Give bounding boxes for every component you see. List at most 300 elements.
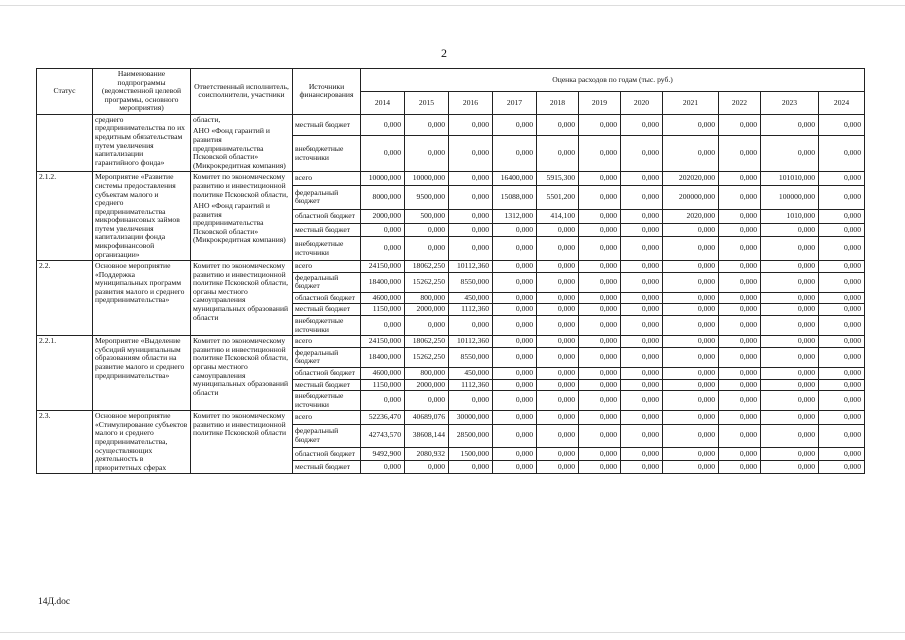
- value-2015: 800,000: [405, 367, 449, 379]
- table-row: [37, 261, 865, 273]
- value-2014: 0,000: [361, 114, 405, 135]
- value-2023: 0,000: [761, 367, 819, 379]
- row-activity-name: Мероприятие «Выделение субсидий муниципальным образованиям области на развитие малого и среднего предпринимательства»: [93, 336, 191, 411]
- value-2021: 0,000: [663, 114, 719, 135]
- header-year-2022: 2022: [719, 91, 761, 114]
- value-2017: 0,000: [493, 424, 537, 447]
- value-2016: 28500,000: [449, 424, 493, 447]
- row-executor: [191, 172, 293, 261]
- row-status: [37, 114, 93, 171]
- value-2017: 0,000: [493, 447, 537, 460]
- value-2022: 0,000: [719, 172, 761, 186]
- value-2020: 0,000: [621, 172, 663, 186]
- table-row: [37, 172, 865, 186]
- value-2014: 2000,000: [361, 209, 405, 223]
- value-2022: 0,000: [719, 272, 761, 292]
- value-2015: 0,000: [405, 135, 449, 172]
- executor-line: АНО «Фонд гарантий и развития предпринимательства Псковской области» (Микрокредитная компания): [193, 126, 286, 170]
- value-2015: 800,000: [405, 292, 449, 304]
- value-2017: 0,000: [493, 336, 537, 348]
- value-2024: 0,000: [819, 391, 865, 411]
- value-2024: 0,000: [819, 447, 865, 460]
- value-2023: 0,000: [761, 460, 819, 473]
- row-funding-source: областной бюджет: [293, 367, 361, 379]
- value-2024: 0,000: [819, 460, 865, 473]
- value-2017: 0,000: [493, 379, 537, 391]
- value-2017: 0,000: [493, 272, 537, 292]
- value-2018: 0,000: [537, 424, 579, 447]
- value-2014: 0,000: [361, 237, 405, 261]
- row-funding-source: местный бюджет: [293, 223, 361, 237]
- value-2021: 0,000: [663, 447, 719, 460]
- table-row: [37, 336, 865, 348]
- value-2017: 0,000: [493, 391, 537, 411]
- value-2022: 0,000: [719, 424, 761, 447]
- value-2021: 202020,000: [663, 172, 719, 186]
- value-2024: 0,000: [819, 209, 865, 223]
- row-funding-source: местный бюджет: [293, 379, 361, 391]
- value-2019: 0,000: [579, 336, 621, 348]
- value-2018: 0,000: [537, 379, 579, 391]
- value-2022: 0,000: [719, 135, 761, 172]
- header-year-2024: 2024: [819, 91, 865, 114]
- value-2023: 0,000: [761, 304, 819, 316]
- value-2024: 0,000: [819, 367, 865, 379]
- value-2014: 24150,000: [361, 261, 405, 273]
- value-2020: 0,000: [621, 316, 663, 336]
- row-funding-source: внебюджетные источники: [293, 391, 361, 411]
- value-2022: 0,000: [719, 223, 761, 237]
- value-2024: 0,000: [819, 411, 865, 424]
- value-2016: 0,000: [449, 172, 493, 186]
- value-2022: 0,000: [719, 347, 761, 367]
- value-2017: 0,000: [493, 460, 537, 473]
- value-2020: 0,000: [621, 209, 663, 223]
- row-status: 2.3.: [37, 411, 93, 474]
- value-2018: 5915,300: [537, 172, 579, 186]
- value-2014: 0,000: [361, 391, 405, 411]
- value-2019: 0,000: [579, 292, 621, 304]
- value-2022: 0,000: [719, 391, 761, 411]
- row-funding-source: федеральный бюджет: [293, 186, 361, 210]
- value-2016: 8550,000: [449, 272, 493, 292]
- value-2021: 0,000: [663, 292, 719, 304]
- value-2024: 0,000: [819, 186, 865, 210]
- table-row: [37, 411, 865, 424]
- value-2016: 450,000: [449, 367, 493, 379]
- value-2017: 0,000: [493, 261, 537, 273]
- value-2014: 0,000: [361, 223, 405, 237]
- row-status: 2.2.1.: [37, 336, 93, 411]
- value-2015: 0,000: [405, 391, 449, 411]
- row-funding-source: областной бюджет: [293, 209, 361, 223]
- value-2014: 1150,000: [361, 379, 405, 391]
- value-2015: 18062,250: [405, 261, 449, 273]
- value-2019: 0,000: [579, 237, 621, 261]
- value-2016: 0,000: [449, 316, 493, 336]
- value-2024: 0,000: [819, 336, 865, 348]
- value-2014: 0,000: [361, 316, 405, 336]
- value-2018: 0,000: [537, 223, 579, 237]
- value-2024: 0,000: [819, 304, 865, 316]
- value-2022: 0,000: [719, 367, 761, 379]
- value-2015: 9500,000: [405, 186, 449, 210]
- value-2019: 0,000: [579, 391, 621, 411]
- value-2020: 0,000: [621, 336, 663, 348]
- value-2020: 0,000: [621, 391, 663, 411]
- value-2016: 1500,000: [449, 447, 493, 460]
- value-2018: 0,000: [537, 367, 579, 379]
- executor-line: АНО «Фонд гарантий и развития предпринимательства Псковской области» (Микрокредитная компания): [193, 201, 286, 245]
- value-2019: 0,000: [579, 424, 621, 447]
- value-2018: 0,000: [537, 316, 579, 336]
- value-2022: 0,000: [719, 336, 761, 348]
- value-2020: 0,000: [621, 186, 663, 210]
- value-2016: 30000,000: [449, 411, 493, 424]
- value-2020: 0,000: [621, 304, 663, 316]
- value-2020: 0,000: [621, 424, 663, 447]
- value-2017: 16400,000: [493, 172, 537, 186]
- value-2023: 0,000: [761, 391, 819, 411]
- row-executor: [191, 411, 293, 474]
- value-2022: 0,000: [719, 114, 761, 135]
- value-2020: 0,000: [621, 114, 663, 135]
- value-2015: 15262,250: [405, 347, 449, 367]
- value-2017: 0,000: [493, 135, 537, 172]
- value-2024: 0,000: [819, 223, 865, 237]
- header-year-2015: 2015: [405, 91, 449, 114]
- value-2022: 0,000: [719, 447, 761, 460]
- value-2014: 24150,000: [361, 336, 405, 348]
- value-2018: 0,000: [537, 237, 579, 261]
- value-2022: 0,000: [719, 316, 761, 336]
- value-2019: 0,000: [579, 272, 621, 292]
- value-2019: 0,000: [579, 172, 621, 186]
- value-2021: 0,000: [663, 223, 719, 237]
- value-2019: 0,000: [579, 460, 621, 473]
- value-2019: 0,000: [579, 209, 621, 223]
- value-2021: 2020,000: [663, 209, 719, 223]
- value-2015: 15262,250: [405, 272, 449, 292]
- executor-line: Комитет по экономическому развитию и инвестиционной политике Псковской области,: [193, 172, 288, 199]
- value-2016: 0,000: [449, 186, 493, 210]
- value-2014: 10000,000: [361, 172, 405, 186]
- value-2022: 0,000: [719, 261, 761, 273]
- value-2018: 0,000: [537, 135, 579, 172]
- header-sources: Источники финансирования: [293, 69, 361, 115]
- value-2018: 0,000: [537, 347, 579, 367]
- value-2014: 8000,000: [361, 186, 405, 210]
- value-2021: 0,000: [663, 237, 719, 261]
- row-funding-source: всего: [293, 411, 361, 424]
- row-funding-source: областной бюджет: [293, 292, 361, 304]
- row-funding-source: местный бюджет: [293, 304, 361, 316]
- value-2019: 0,000: [579, 367, 621, 379]
- value-2019: 0,000: [579, 114, 621, 135]
- value-2020: 0,000: [621, 272, 663, 292]
- value-2019: 0,000: [579, 411, 621, 424]
- value-2016: 10112,360: [449, 261, 493, 273]
- row-status: 2.1.2.: [37, 172, 93, 261]
- value-2023: 0,000: [761, 347, 819, 367]
- value-2022: 0,000: [719, 379, 761, 391]
- value-2018: 0,000: [537, 292, 579, 304]
- row-funding-source: местный бюджет: [293, 114, 361, 135]
- header-executor: Ответственный исполнитель, соисполнители, участники: [191, 69, 293, 115]
- header-year-2020: 2020: [621, 91, 663, 114]
- value-2024: 0,000: [819, 272, 865, 292]
- value-2018: 0,000: [537, 272, 579, 292]
- value-2023: 0,000: [761, 411, 819, 424]
- executor-line: Комитет по экономическому развитию и инвестиционной политике Псковской области: [193, 411, 287, 438]
- value-2021: 0,000: [663, 272, 719, 292]
- executor-line: Комитет по экономическому развитию и инвестиционной политике Псковской области, органы местного самоуправления муниципальных образований области: [193, 261, 289, 322]
- value-2015: 0,000: [405, 114, 449, 135]
- value-2016: 0,000: [449, 114, 493, 135]
- value-2019: 0,000: [579, 135, 621, 172]
- header-year-2019: 2019: [579, 91, 621, 114]
- value-2023: 0,000: [761, 336, 819, 348]
- value-2021: 200000,000: [663, 186, 719, 210]
- value-2023: 1010,000: [761, 209, 819, 223]
- header-name: Наименование подпрограммы (ведомственной целевой программы, основного мероприятия): [93, 69, 191, 115]
- row-funding-source: всего: [293, 261, 361, 273]
- value-2019: 0,000: [579, 261, 621, 273]
- row-activity-name: среднего предпринимательства по их кредитным обязательствам путем увеличения капитализации гарантийного фонда»: [93, 114, 191, 171]
- value-2024: 0,000: [819, 292, 865, 304]
- value-2023: 0,000: [761, 223, 819, 237]
- value-2014: 0,000: [361, 135, 405, 172]
- value-2022: 0,000: [719, 304, 761, 316]
- value-2023: 0,000: [761, 292, 819, 304]
- value-2015: 0,000: [405, 223, 449, 237]
- value-2018: 0,000: [537, 411, 579, 424]
- value-2016: 0,000: [449, 135, 493, 172]
- row-funding-source: федеральный бюджет: [293, 347, 361, 367]
- value-2018: 0,000: [537, 460, 579, 473]
- value-2022: 0,000: [719, 411, 761, 424]
- footer-filename: 14Д.doc: [38, 597, 71, 607]
- value-2015: 2000,000: [405, 379, 449, 391]
- value-2016: 8550,000: [449, 347, 493, 367]
- value-2024: 0,000: [819, 347, 865, 367]
- value-2015: 18062,250: [405, 336, 449, 348]
- row-funding-source: местный бюджет: [293, 460, 361, 473]
- value-2024: 0,000: [819, 237, 865, 261]
- value-2023: 0,000: [761, 316, 819, 336]
- value-2015: 0,000: [405, 460, 449, 473]
- value-2019: 0,000: [579, 304, 621, 316]
- row-funding-source: всего: [293, 336, 361, 348]
- value-2015: 0,000: [405, 316, 449, 336]
- value-2018: 5501,200: [537, 186, 579, 210]
- value-2016: 10112,360: [449, 336, 493, 348]
- value-2021: 0,000: [663, 261, 719, 273]
- value-2022: 0,000: [719, 460, 761, 473]
- value-2024: 0,000: [819, 379, 865, 391]
- table-row: [37, 114, 865, 135]
- value-2018: 0,000: [537, 261, 579, 273]
- value-2017: 0,000: [493, 347, 537, 367]
- value-2014: 9492,900: [361, 447, 405, 460]
- value-2019: 0,000: [579, 347, 621, 367]
- value-2016: 0,000: [449, 391, 493, 411]
- value-2024: 0,000: [819, 172, 865, 186]
- header-row: [37, 69, 865, 92]
- value-2020: 0,000: [621, 261, 663, 273]
- expense-table: [36, 68, 865, 474]
- value-2022: 0,000: [719, 209, 761, 223]
- value-2015: 0,000: [405, 237, 449, 261]
- value-2014: 42743,570: [361, 424, 405, 447]
- value-2020: 0,000: [621, 379, 663, 391]
- header-year-2014: 2014: [361, 91, 405, 114]
- value-2014: 4600,000: [361, 292, 405, 304]
- value-2016: 0,000: [449, 460, 493, 473]
- header-year-2021: 2021: [663, 91, 719, 114]
- value-2014: 52236,470: [361, 411, 405, 424]
- header-estimate: Оценка расходов по годам (тыс. руб.): [361, 69, 865, 92]
- value-2024: 0,000: [819, 316, 865, 336]
- value-2022: 0,000: [719, 186, 761, 210]
- value-2018: 414,100: [537, 209, 579, 223]
- value-2017: 0,000: [493, 114, 537, 135]
- value-2023: 0,000: [761, 261, 819, 273]
- value-2023: 0,000: [761, 114, 819, 135]
- value-2023: 0,000: [761, 237, 819, 261]
- value-2022: 0,000: [719, 292, 761, 304]
- value-2018: 0,000: [537, 447, 579, 460]
- value-2024: 0,000: [819, 114, 865, 135]
- value-2017: 0,000: [493, 223, 537, 237]
- value-2020: 0,000: [621, 135, 663, 172]
- value-2014: 18400,000: [361, 347, 405, 367]
- value-2018: 0,000: [537, 304, 579, 316]
- value-2017: 0,000: [493, 411, 537, 424]
- row-funding-source: федеральный бюджет: [293, 424, 361, 447]
- value-2021: 0,000: [663, 424, 719, 447]
- value-2024: 0,000: [819, 135, 865, 172]
- row-funding-source: внебюджетные источники: [293, 135, 361, 172]
- header-status: Статус: [37, 69, 93, 115]
- value-2021: 0,000: [663, 304, 719, 316]
- header-year-2018: 2018: [537, 91, 579, 114]
- table-body: [37, 114, 865, 473]
- value-2021: 0,000: [663, 367, 719, 379]
- row-executor: [191, 336, 293, 411]
- value-2023: 0,000: [761, 447, 819, 460]
- scan-edge-bottom: [0, 632, 905, 633]
- row-executor: [191, 114, 293, 171]
- executor-line: области,: [193, 114, 221, 124]
- executor-line: Комитет по экономическому развитию и инвестиционной политике Псковской области, органы местного самоуправления муниципальных образований области: [193, 336, 289, 397]
- value-2014: 4600,000: [361, 367, 405, 379]
- value-2021: 0,000: [663, 391, 719, 411]
- row-status: 2.2.: [37, 261, 93, 336]
- value-2017: 0,000: [493, 292, 537, 304]
- value-2023: 0,000: [761, 272, 819, 292]
- row-activity-name: Мероприятие «Развитие системы предоставления субъектам малого и среднего предпринимательства микрофинансовых займов путем увеличения капитализации фонда микрофинансовой организации»: [93, 172, 191, 261]
- value-2018: 0,000: [537, 336, 579, 348]
- value-2020: 0,000: [621, 447, 663, 460]
- header-year-2023: 2023: [761, 91, 819, 114]
- value-2020: 0,000: [621, 367, 663, 379]
- row-executor: [191, 261, 293, 336]
- value-2021: 0,000: [663, 135, 719, 172]
- value-2017: 0,000: [493, 304, 537, 316]
- value-2019: 0,000: [579, 223, 621, 237]
- value-2024: 0,000: [819, 424, 865, 447]
- value-2019: 0,000: [579, 379, 621, 391]
- value-2023: 0,000: [761, 379, 819, 391]
- row-funding-source: внебюджетные источники: [293, 316, 361, 336]
- value-2015: 10000,000: [405, 172, 449, 186]
- value-2016: 0,000: [449, 223, 493, 237]
- row-funding-source: всего: [293, 172, 361, 186]
- value-2014: 1150,000: [361, 304, 405, 316]
- value-2015: 40689,076: [405, 411, 449, 424]
- row-funding-source: областной бюджет: [293, 447, 361, 460]
- value-2019: 0,000: [579, 186, 621, 210]
- value-2016: 1112,360: [449, 379, 493, 391]
- value-2014: 18400,000: [361, 272, 405, 292]
- value-2021: 0,000: [663, 347, 719, 367]
- row-activity-name: Основное мероприятие «Стимулирование субъектов малого и среднего предпринимательства, осуществляющих деятельность в приоритетных сферах: [93, 411, 191, 474]
- value-2017: 1312,000: [493, 209, 537, 223]
- value-2016: 0,000: [449, 237, 493, 261]
- header-year-2017: 2017: [493, 91, 537, 114]
- value-2016: 450,000: [449, 292, 493, 304]
- value-2015: 38608,144: [405, 424, 449, 447]
- value-2015: 2080,932: [405, 447, 449, 460]
- value-2018: 0,000: [537, 114, 579, 135]
- value-2016: 1112,360: [449, 304, 493, 316]
- value-2017: 0,000: [493, 316, 537, 336]
- value-2021: 0,000: [663, 379, 719, 391]
- header-year-2016: 2016: [449, 91, 493, 114]
- value-2020: 0,000: [621, 411, 663, 424]
- value-2021: 0,000: [663, 460, 719, 473]
- value-2020: 0,000: [621, 460, 663, 473]
- value-2014: 0,000: [361, 460, 405, 473]
- scan-edge-top: [0, 5, 905, 6]
- value-2017: 0,000: [493, 367, 537, 379]
- row-activity-name: Основное мероприятие «Поддержка муниципальных программ развития малого и среднего предпринимательства»: [93, 261, 191, 336]
- page-number: 2: [441, 46, 447, 60]
- value-2020: 0,000: [621, 347, 663, 367]
- value-2015: 2000,000: [405, 304, 449, 316]
- value-2016: 0,000: [449, 209, 493, 223]
- value-2018: 0,000: [537, 391, 579, 411]
- value-2017: 0,000: [493, 237, 537, 261]
- value-2023: 100000,000: [761, 186, 819, 210]
- value-2020: 0,000: [621, 237, 663, 261]
- value-2015: 500,000: [405, 209, 449, 223]
- value-2024: 0,000: [819, 261, 865, 273]
- value-2023: 0,000: [761, 135, 819, 172]
- row-funding-source: внебюджетные источники: [293, 237, 361, 261]
- value-2021: 0,000: [663, 411, 719, 424]
- value-2021: 0,000: [663, 336, 719, 348]
- value-2019: 0,000: [579, 316, 621, 336]
- value-2020: 0,000: [621, 292, 663, 304]
- row-funding-source: федеральный бюджет: [293, 272, 361, 292]
- value-2019: 0,000: [579, 447, 621, 460]
- value-2023: 0,000: [761, 424, 819, 447]
- value-2022: 0,000: [719, 237, 761, 261]
- value-2023: 101010,000: [761, 172, 819, 186]
- value-2021: 0,000: [663, 316, 719, 336]
